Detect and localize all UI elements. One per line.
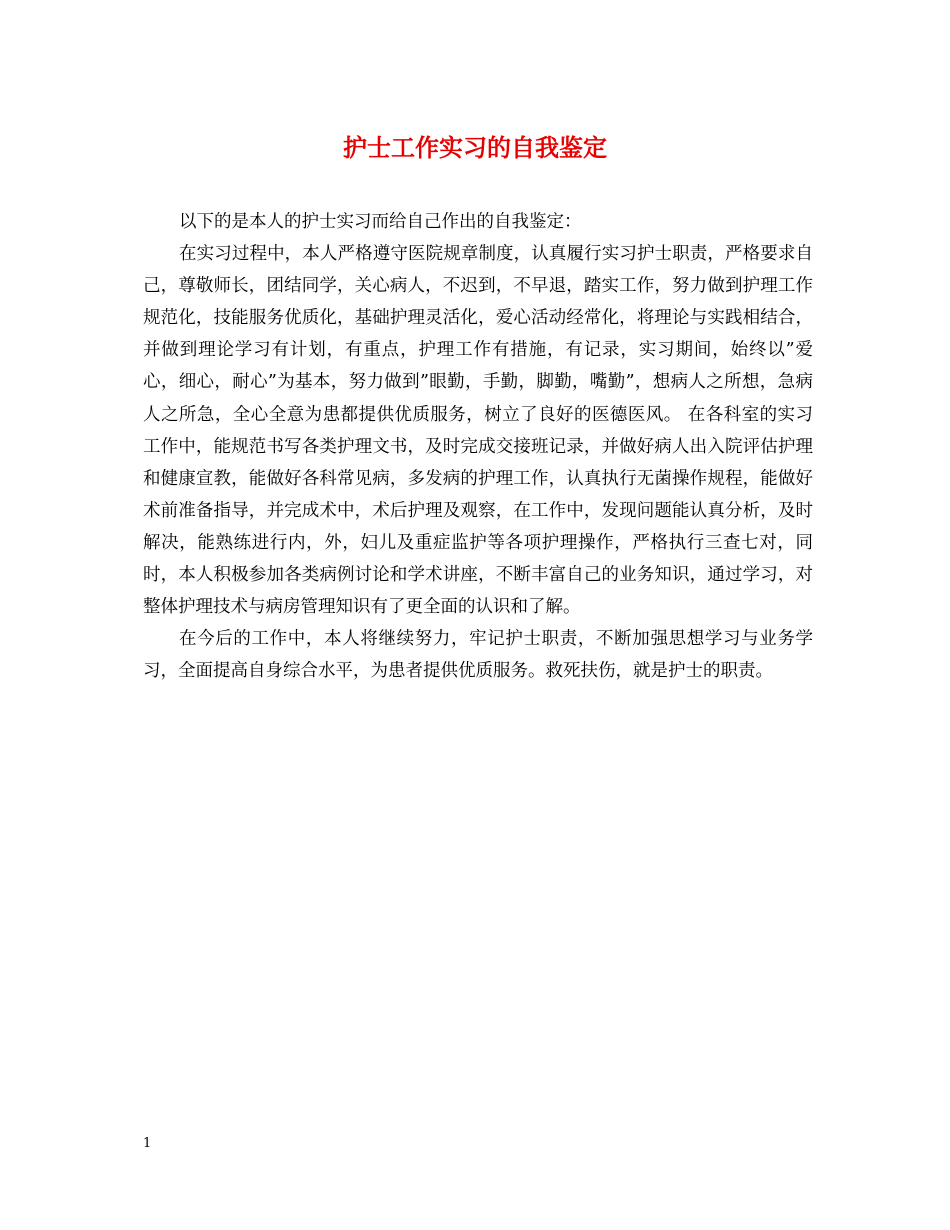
document-title: 护士工作实习的自我鉴定 bbox=[343, 133, 607, 162]
document-body bbox=[143, 206, 813, 687]
paragraph-internship-experience: 在实习过程中，本人严格遵守医院规章制度，认真履行实习护士职责，严格要求自己，尊敬师长，团结同学，关心病人，不迟到，不早退，踏实工作，努力做到护理工作规范化，技能服务优质化，基础护理灵活化，爱心活动经常化，将理论与实践相结合，并做到理论学习有计划，有重点，护理工作有措施，有记录，实习期间，始终以”爱心，细心，耐心”为基本，努力做到”眼勤，手勤，脚勤，嘴勤”，想病人之所想，急病人之所急，全心全意为患都提供优质服务，树立了良好的医德医风。 在各科室的实习工作中，能规范书写各类护理文书，及时完成交接班记录，并做好病人出入院评估护理和健康宣教，能做好各科常见病，多发病的护理工作，认真执行无菌操作规程，能做好术前准备指导，并完成术中，术后护理及观察，在工作中，发现问题能认真分析，及时解决，能熟练进行内，外，妇儿及重症监护等各项护理操作，严格执行三查七对，同时，本人积极参加各类病例讨论和学术讲座，不断丰富自己的业务知识，通过学习，对整体护理技术与病房管理知识有了更全面的认识和了解。 bbox=[143, 244, 813, 618]
paragraph-intro: 以下的是本人的护士实习而给自己作出的自我鉴定： bbox=[179, 212, 582, 232]
page-number: 1 bbox=[143, 1136, 152, 1151]
paragraph-future-goals: 在今后的工作中，本人将继续努力，牢记护士职责，不断加强思想学习与业务学习，全面提高自身综合水平，为患者提供优质服务。救死扶伤，就是护士的职责。 bbox=[143, 629, 813, 682]
